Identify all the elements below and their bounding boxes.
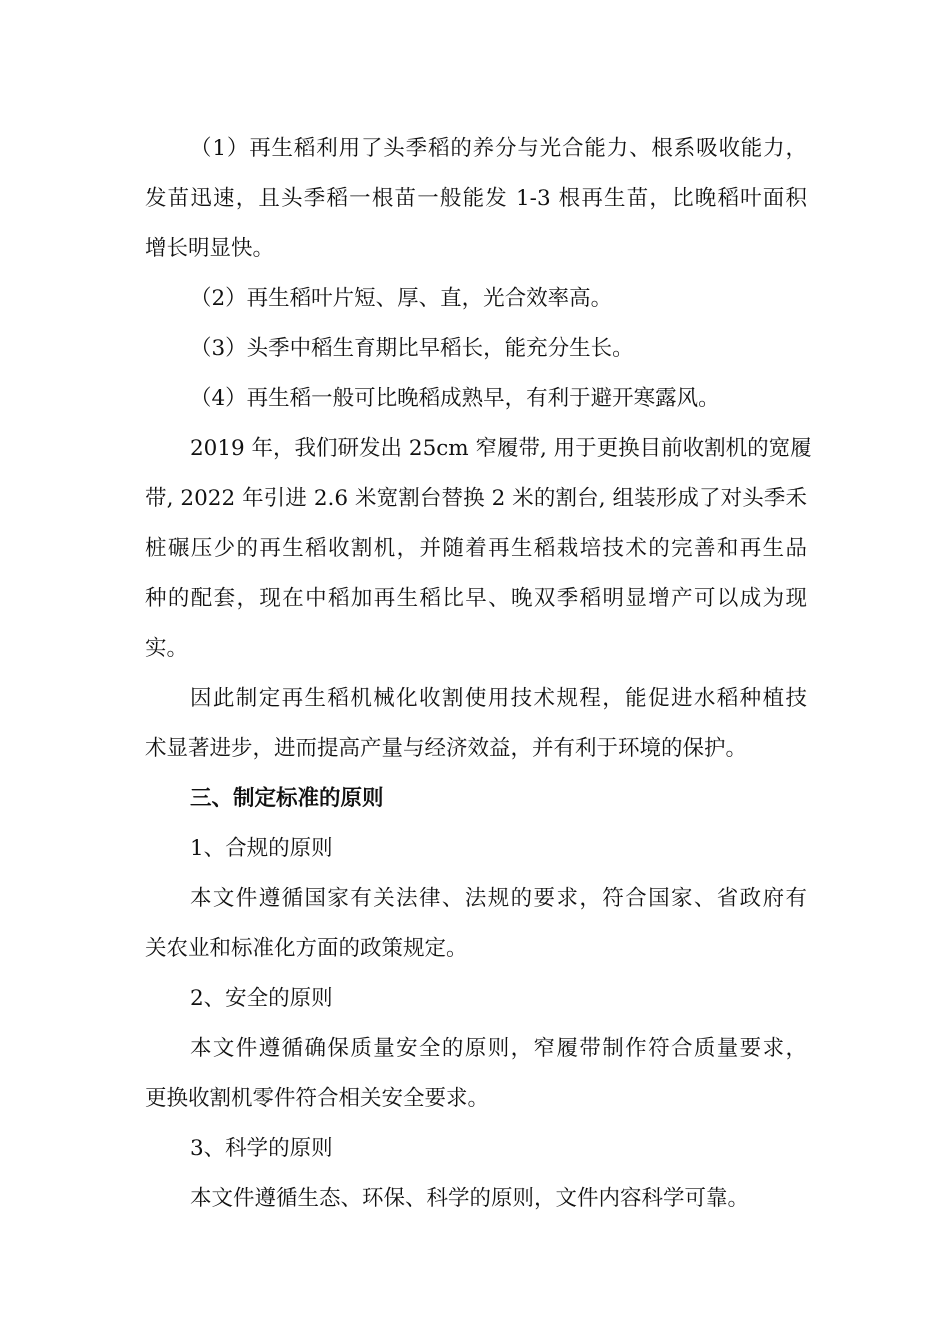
paragraph (145, 874, 807, 974)
paragraph (145, 824, 807, 874)
text-line: （1）再生稻利用了头季稻的养分与光合能力、根系吸收能力， (190, 136, 807, 161)
paragraph (145, 674, 807, 774)
text-line: 本文件遵循确保质量安全的原则，窄履带制作符合质量要求， (190, 1036, 807, 1061)
paragraph (145, 1174, 807, 1224)
section-heading (145, 774, 807, 824)
text-line: 2、安全的原则 (190, 986, 333, 1011)
text-line: 桩碾压少的再生稻收割机，并随着再生稻栽培技术的完善和再生品 (145, 536, 807, 561)
paragraph (145, 1124, 807, 1174)
text-line: 关农业和标准化方面的政策规定。 (145, 936, 468, 961)
paragraph (145, 274, 807, 324)
text-line: 本文件遵循生态、环保、科学的原则，文件内容科学可靠。 (190, 1186, 750, 1211)
text-line: 术显著进步，进而提高产量与经济效益，并有利于环境的保护。 (145, 736, 748, 761)
text-line: 1、合规的原则 (190, 836, 333, 861)
paragraph (145, 324, 807, 374)
paragraph (145, 974, 807, 1024)
text-line: 更换收割机零件符合相关安全要求。 (145, 1086, 490, 1111)
text-line: （4）再生稻一般可比晚稻成熟早，有利于避开寒露风。 (190, 386, 720, 411)
text-line: 本文件遵循国家有关法律、法规的要求，符合国家、省政府有 (190, 886, 807, 911)
text-line: 3、科学的原则 (190, 1136, 333, 1161)
text-line: 2019 年，我们研发出 25cm 窄履带, 用于更换目前收割机的宽履 (190, 436, 812, 461)
text-line: 带, 2022 年引进 2.6 米宽割台替换 2 米的割台, 组装形成了对头季禾 (145, 486, 807, 511)
paragraph (145, 374, 807, 424)
text-line: 种的配套，现在中稻加再生稻比早、晚双季稻明显增产可以成为现 (145, 586, 807, 611)
text-line: 三、制定标准的原则 (190, 786, 384, 811)
document-body (145, 124, 812, 1224)
paragraph (145, 1024, 807, 1124)
paragraph (145, 124, 807, 274)
text-line: 增长明显快。 (145, 236, 275, 261)
paragraph (145, 424, 812, 674)
text-line: 实。 (145, 636, 189, 661)
text-line: （2）再生稻叶片短、厚、直，光合效率高。 (190, 286, 613, 311)
text-line: （3）头季中稻生育期比早稻长，能充分生长。 (190, 336, 634, 361)
text-line: 因此制定再生稻机械化收割使用技术规程，能促进水稻种植技 (190, 686, 807, 711)
text-line: 发苗迅速，且头季稻一根苗一般能发 1-3 根再生苗，比晚稻叶面积 (145, 186, 807, 211)
